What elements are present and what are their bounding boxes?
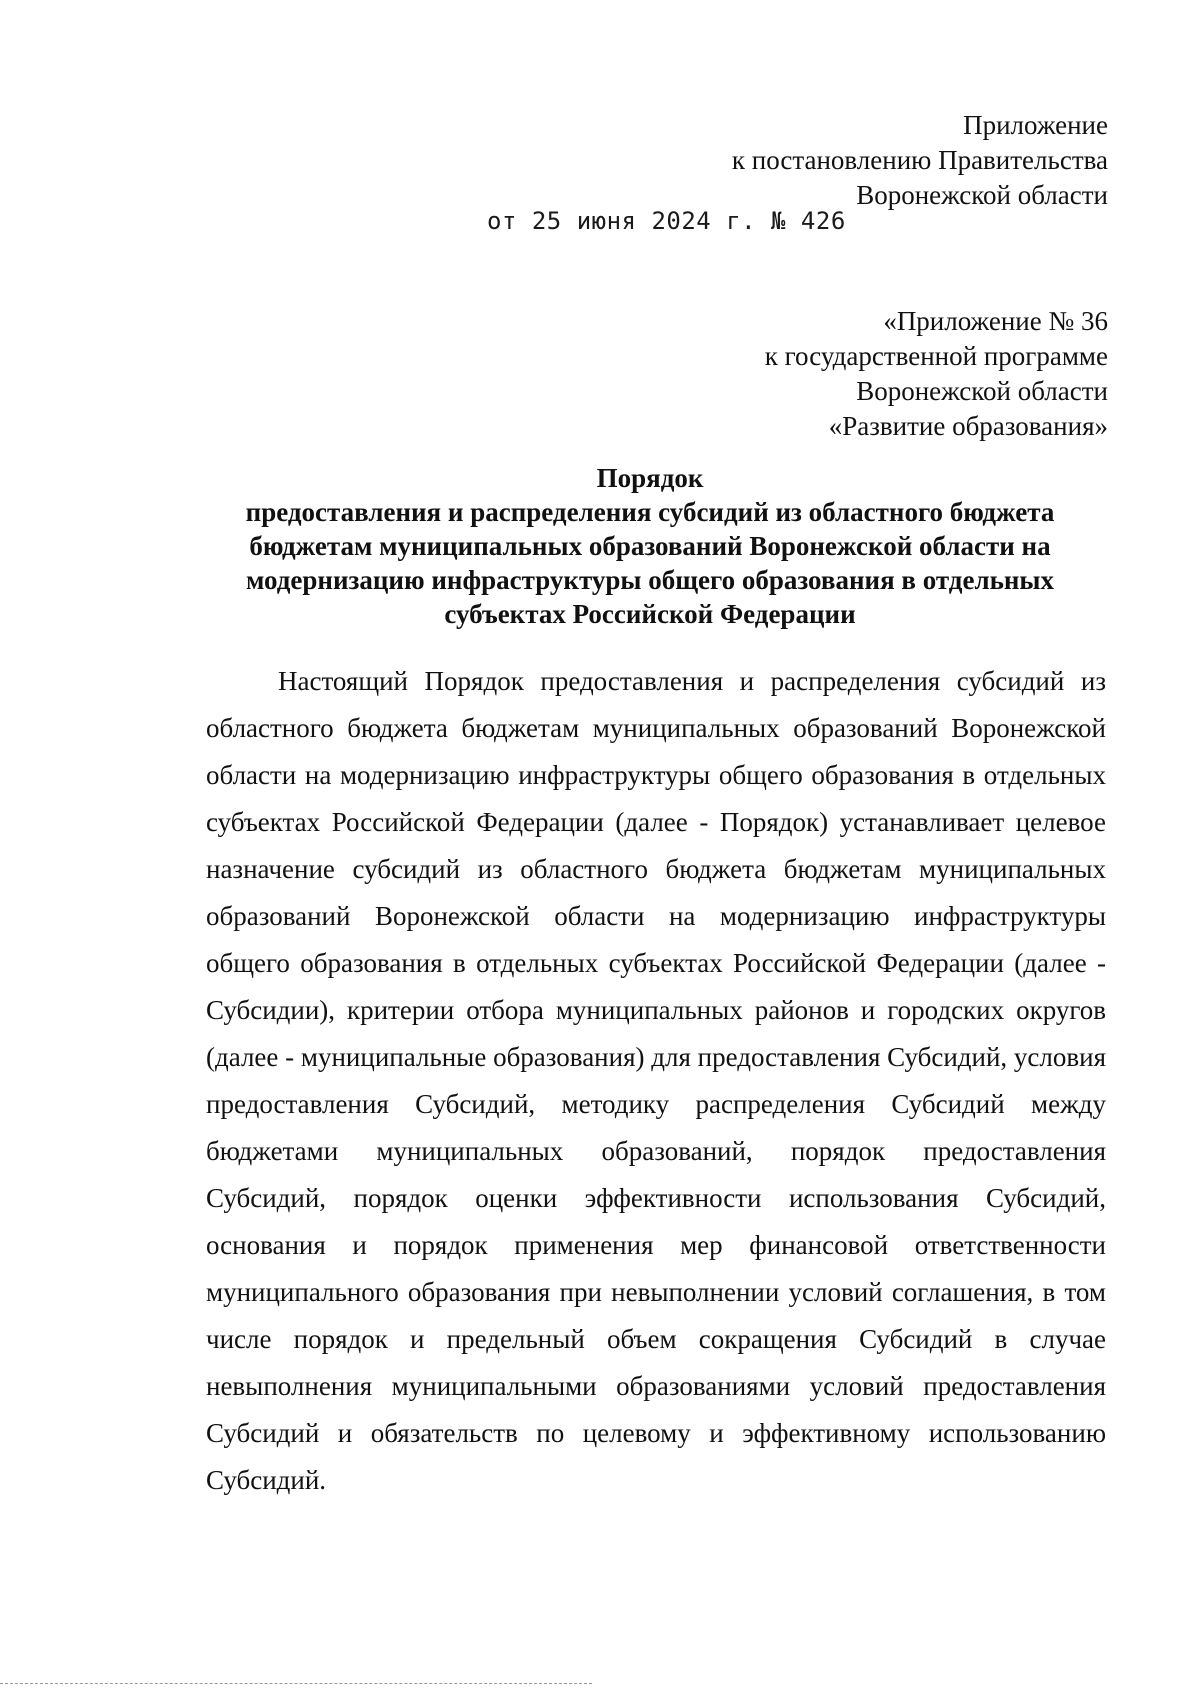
- approval-header: [732, 108, 1108, 213]
- title-line: Порядок: [596, 463, 704, 493]
- title-line: бюджетам муниципальных образований Воронежской области на: [249, 531, 1051, 561]
- paragraph-line: областного бюджета бюджетам муниципальных образований Воронежской: [206, 713, 1106, 743]
- appendix-header: [765, 304, 1108, 444]
- paragraph-line: области на модернизацию инфраструктуры общего образования в отдельных: [206, 760, 1106, 790]
- title-line: субъектах Российской Федерации: [444, 599, 856, 629]
- paragraph-line: Субсидий и обязательств по целевому и эффективному использованию: [206, 1418, 1106, 1448]
- body-paragraph: [206, 658, 1106, 1504]
- paragraph-line: Субсидий, порядок оценки эффективности использования Субсидий,: [206, 1183, 1106, 1213]
- appendix-line: к государственной программе: [764, 341, 1108, 371]
- approval-line: к постановлению Правительства: [731, 145, 1108, 175]
- appendix-line: Воронежской области: [856, 376, 1108, 406]
- paragraph-line: (далее - муниципальные образования) для предоставления Субсидий, условия: [206, 1042, 1106, 1072]
- paragraph-line: невыполнения муниципальными образованиями условий предоставления: [206, 1371, 1106, 1401]
- paragraph-line: образований Воронежской области на модернизацию инфраструктуры: [206, 901, 1106, 931]
- paragraph-line: Субсидии), критерии отбора муниципальных районов и городских округов: [206, 995, 1106, 1025]
- paragraph-line: предоставления Субсидий, методику распределения Субсидий между: [206, 1089, 1106, 1119]
- paragraph-line: муниципального образования при невыполнении условий соглашения, в том: [206, 1277, 1106, 1307]
- paragraph-line: Субсидий.: [206, 1465, 327, 1495]
- approval-line: Воронежской области: [856, 180, 1108, 210]
- paragraph-line: бюджетами муниципальных образований, порядок предоставления: [206, 1136, 1106, 1166]
- paragraph-line: назначение субсидий из областного бюджета бюджетам муниципальных: [206, 854, 1106, 884]
- title-line: предоставления и распределения субсидий из областного бюджета: [245, 497, 1055, 527]
- paragraph-line: основания и порядок применения мер финансовой ответственности: [206, 1230, 1106, 1260]
- paragraph-line: Настоящий Порядок предоставления и распределения субсидий из: [278, 666, 1106, 696]
- approval-line: Приложение: [963, 110, 1108, 140]
- paragraph-line: числе порядок и предельный объем сокращения Субсидий в случае: [206, 1324, 1106, 1354]
- title-line: модернизацию инфраструктуры общего образования в отдельных: [245, 565, 1055, 595]
- appendix-line: «Приложение № 36: [883, 306, 1108, 336]
- registration-stamp: от 25 июня 2024 г. № 426: [487, 207, 846, 235]
- paragraph-line: общего образования в отдельных субъектах Российской Федерации (далее -: [206, 948, 1106, 978]
- paragraph-line: субъектах Российской Федерации (далее - Порядок) устанавливает целевое: [206, 807, 1106, 837]
- scan-edge-rule: [0, 1683, 592, 1684]
- appendix-line: «Развитие образования»: [828, 411, 1108, 441]
- document-title: [200, 461, 1100, 631]
